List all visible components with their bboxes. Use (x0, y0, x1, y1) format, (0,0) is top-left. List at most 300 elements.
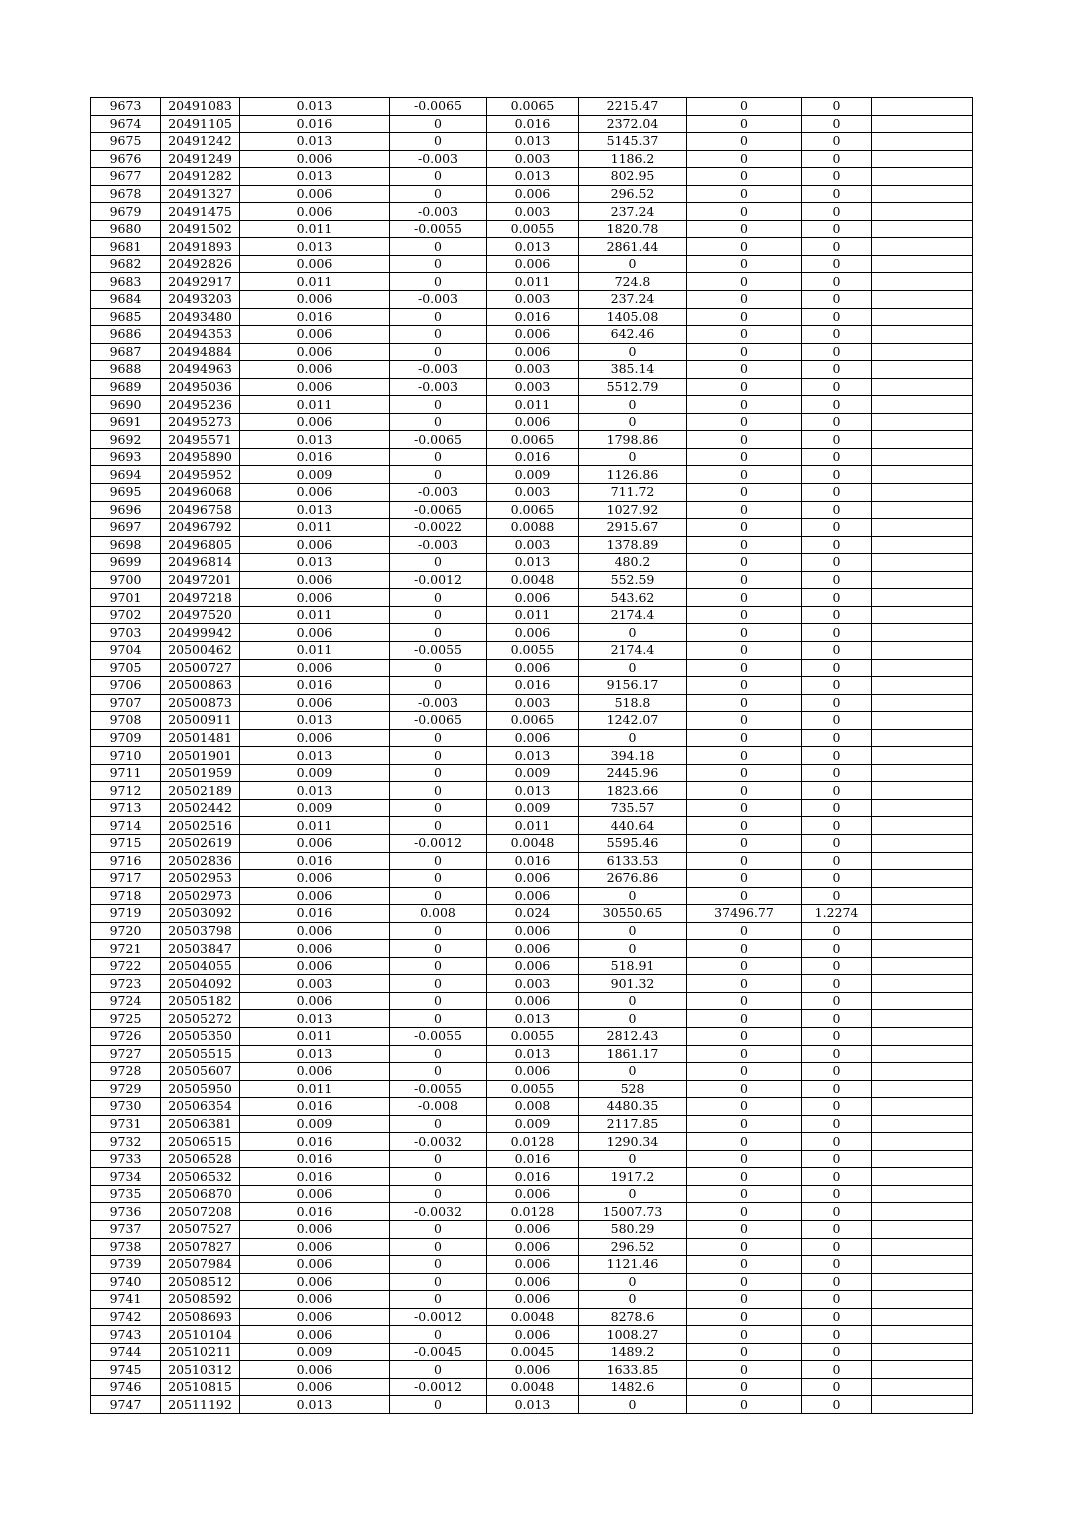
amount-2-cell: 0 (687, 1396, 802, 1414)
row-index-cell: 9719 (91, 905, 161, 923)
id-cell: 20491502 (161, 220, 240, 238)
row-index-cell: 9732 (91, 1133, 161, 1151)
blank-cell (872, 150, 973, 168)
table-row (91, 677, 973, 695)
value-a-cell: 0.016 (240, 677, 390, 695)
value-c-cell: 0.003 (487, 150, 579, 168)
blank-cell (872, 1080, 973, 1098)
amount-cell: 15007.73 (579, 1203, 687, 1221)
table-row (91, 1080, 973, 1098)
value-b-cell: 0 (390, 1221, 487, 1239)
value-b-cell: -0.0032 (390, 1133, 487, 1151)
value-c-cell: 0.006 (487, 185, 579, 203)
table-row (91, 1361, 973, 1379)
blank-cell (872, 378, 973, 396)
id-cell: 20497218 (161, 589, 240, 607)
value-b-cell: 0 (390, 168, 487, 186)
value-b-cell: -0.0045 (390, 1343, 487, 1361)
ratio-cell: 0 (802, 764, 872, 782)
value-a-cell: 0.016 (240, 852, 390, 870)
ratio-cell: 0 (802, 922, 872, 940)
value-a-cell: 0.006 (240, 185, 390, 203)
row-index-cell: 9730 (91, 1098, 161, 1116)
amount-2-cell: 0 (687, 536, 802, 554)
amount-cell: 0 (579, 448, 687, 466)
table-row (91, 1308, 973, 1326)
id-cell: 20491475 (161, 203, 240, 221)
blank-cell (872, 396, 973, 414)
blank-cell (872, 1221, 973, 1239)
amount-2-cell: 0 (687, 1256, 802, 1274)
value-b-cell: -0.0055 (390, 1080, 487, 1098)
table-row (91, 1168, 973, 1186)
blank-cell (872, 1256, 973, 1274)
table-row (91, 729, 973, 747)
amount-cell: 2915.67 (579, 519, 687, 537)
value-b-cell: 0 (390, 589, 487, 607)
ratio-cell: 0 (802, 747, 872, 765)
value-b-cell: 0 (390, 1326, 487, 1344)
id-cell: 20505350 (161, 1027, 240, 1045)
amount-cell: 0 (579, 343, 687, 361)
blank-cell (872, 852, 973, 870)
value-a-cell: 0.003 (240, 975, 390, 993)
value-b-cell: 0 (390, 448, 487, 466)
amount-2-cell: 0 (687, 606, 802, 624)
value-c-cell: 0.006 (487, 940, 579, 958)
table-row (91, 905, 973, 923)
row-index-cell: 9692 (91, 431, 161, 449)
row-index-cell: 9721 (91, 940, 161, 958)
value-a-cell: 0.013 (240, 782, 390, 800)
id-cell: 20491327 (161, 185, 240, 203)
ratio-cell: 0 (802, 413, 872, 431)
value-a-cell: 0.016 (240, 1133, 390, 1151)
amount-2-cell: 0 (687, 501, 802, 519)
row-index-cell: 9738 (91, 1238, 161, 1256)
row-index-cell: 9716 (91, 852, 161, 870)
ratio-cell: 0 (802, 1396, 872, 1414)
amount-cell: 385.14 (579, 361, 687, 379)
row-index-cell: 9683 (91, 273, 161, 291)
value-a-cell: 0.011 (240, 1027, 390, 1045)
amount-2-cell: 0 (687, 1098, 802, 1116)
row-index-cell: 9717 (91, 870, 161, 888)
id-cell: 20506515 (161, 1133, 240, 1151)
row-index-cell: 9712 (91, 782, 161, 800)
ratio-cell: 0 (802, 448, 872, 466)
id-cell: 20508693 (161, 1308, 240, 1326)
blank-cell (872, 1396, 973, 1414)
blank-cell (872, 1150, 973, 1168)
id-cell: 20502619 (161, 834, 240, 852)
value-b-cell: 0 (390, 133, 487, 151)
table-row (91, 343, 973, 361)
value-a-cell: 0.006 (240, 992, 390, 1010)
table-row (91, 133, 973, 151)
ratio-cell: 0 (802, 1010, 872, 1028)
data-table (90, 97, 973, 1414)
id-cell: 20493480 (161, 308, 240, 326)
amount-cell: 1290.34 (579, 1133, 687, 1151)
value-b-cell: -0.0065 (390, 712, 487, 730)
id-cell: 20502953 (161, 870, 240, 888)
ratio-cell: 0 (802, 466, 872, 484)
blank-cell (872, 133, 973, 151)
value-b-cell: 0 (390, 817, 487, 835)
amount-2-cell: 0 (687, 343, 802, 361)
blank-cell (872, 1273, 973, 1291)
amount-2-cell: 0 (687, 238, 802, 256)
blank-cell (872, 870, 973, 888)
value-b-cell: 0 (390, 1256, 487, 1274)
blank-cell (872, 466, 973, 484)
table-row (91, 1027, 973, 1045)
amount-cell: 5595.46 (579, 834, 687, 852)
amount-2-cell: 0 (687, 1203, 802, 1221)
amount-cell: 1186.2 (579, 150, 687, 168)
row-index-cell: 9693 (91, 448, 161, 466)
row-index-cell: 9726 (91, 1027, 161, 1045)
amount-2-cell: 0 (687, 764, 802, 782)
value-a-cell: 0.006 (240, 378, 390, 396)
value-a-cell: 0.011 (240, 519, 390, 537)
amount-2-cell: 0 (687, 782, 802, 800)
id-cell: 20501959 (161, 764, 240, 782)
amount-cell: 1121.46 (579, 1256, 687, 1274)
value-a-cell: 0.006 (240, 834, 390, 852)
blank-cell (872, 957, 973, 975)
blank-cell (872, 1098, 973, 1116)
id-cell: 20495236 (161, 396, 240, 414)
ratio-cell: 0 (802, 817, 872, 835)
amount-cell: 2174.4 (579, 641, 687, 659)
amount-cell: 0 (579, 729, 687, 747)
value-c-cell: 0.0128 (487, 1203, 579, 1221)
value-b-cell: 0 (390, 606, 487, 624)
amount-cell: 901.32 (579, 975, 687, 993)
amount-2-cell: 0 (687, 922, 802, 940)
ratio-cell: 0 (802, 308, 872, 326)
row-index-cell: 9722 (91, 957, 161, 975)
ratio-cell: 0 (802, 501, 872, 519)
amount-2-cell: 0 (687, 413, 802, 431)
blank-cell (872, 291, 973, 309)
value-c-cell: 0.013 (487, 782, 579, 800)
amount-cell: 0 (579, 922, 687, 940)
amount-cell: 543.62 (579, 589, 687, 607)
value-c-cell: 0.006 (487, 1238, 579, 1256)
id-cell: 20508592 (161, 1291, 240, 1309)
value-a-cell: 0.013 (240, 1396, 390, 1414)
value-a-cell: 0.006 (240, 1361, 390, 1379)
amount-cell: 0 (579, 992, 687, 1010)
blank-cell (872, 361, 973, 379)
amount-cell: 237.24 (579, 291, 687, 309)
blank-cell (872, 834, 973, 852)
blank-cell (872, 1326, 973, 1344)
blank-cell (872, 343, 973, 361)
id-cell: 20492826 (161, 255, 240, 273)
amount-cell: 518.91 (579, 957, 687, 975)
row-index-cell: 9686 (91, 326, 161, 344)
amount-cell: 440.64 (579, 817, 687, 835)
table-row (91, 396, 973, 414)
value-b-cell: 0 (390, 1045, 487, 1063)
table-row (91, 448, 973, 466)
value-a-cell: 0.013 (240, 238, 390, 256)
id-cell: 20502189 (161, 782, 240, 800)
table-row (91, 1326, 973, 1344)
ratio-cell: 0 (802, 799, 872, 817)
value-c-cell: 0.006 (487, 659, 579, 677)
value-a-cell: 0.016 (240, 1150, 390, 1168)
amount-2-cell: 0 (687, 1133, 802, 1151)
amount-2-cell: 0 (687, 220, 802, 238)
value-c-cell: 0.006 (487, 255, 579, 273)
row-index-cell: 9713 (91, 799, 161, 817)
blank-cell (872, 694, 973, 712)
value-b-cell: 0 (390, 1273, 487, 1291)
amount-cell: 0 (579, 940, 687, 958)
value-a-cell: 0.011 (240, 606, 390, 624)
value-c-cell: 0.0065 (487, 501, 579, 519)
id-cell: 20510312 (161, 1361, 240, 1379)
row-index-cell: 9718 (91, 887, 161, 905)
row-index-cell: 9743 (91, 1326, 161, 1344)
blank-cell (872, 589, 973, 607)
blank-cell (872, 448, 973, 466)
value-b-cell: 0 (390, 799, 487, 817)
id-cell: 20502973 (161, 887, 240, 905)
table-row (91, 1045, 973, 1063)
table-row (91, 220, 973, 238)
value-c-cell: 0.0048 (487, 1308, 579, 1326)
value-a-cell: 0.006 (240, 1308, 390, 1326)
value-c-cell: 0.016 (487, 115, 579, 133)
amount-2-cell: 0 (687, 396, 802, 414)
row-index-cell: 9679 (91, 203, 161, 221)
value-a-cell: 0.016 (240, 115, 390, 133)
row-index-cell: 9744 (91, 1343, 161, 1361)
amount-2-cell: 0 (687, 677, 802, 695)
value-b-cell: 0 (390, 115, 487, 133)
row-index-cell: 9724 (91, 992, 161, 1010)
ratio-cell: 0 (802, 677, 872, 695)
amount-cell: 2215.47 (579, 98, 687, 116)
table-body (91, 98, 973, 1414)
amount-cell: 1917.2 (579, 1168, 687, 1186)
blank-cell (872, 940, 973, 958)
value-c-cell: 0.013 (487, 1045, 579, 1063)
value-b-cell: -0.003 (390, 291, 487, 309)
table-row (91, 431, 973, 449)
value-b-cell: 0 (390, 1185, 487, 1203)
amount-cell: 296.52 (579, 185, 687, 203)
value-a-cell: 0.006 (240, 1273, 390, 1291)
value-b-cell: 0 (390, 677, 487, 695)
ratio-cell: 0 (802, 1308, 872, 1326)
value-a-cell: 0.006 (240, 624, 390, 642)
value-c-cell: 0.011 (487, 273, 579, 291)
blank-cell (872, 1238, 973, 1256)
value-a-cell: 0.006 (240, 361, 390, 379)
amount-cell: 2445.96 (579, 764, 687, 782)
id-cell: 20495571 (161, 431, 240, 449)
table-row (91, 834, 973, 852)
ratio-cell: 0 (802, 1203, 872, 1221)
blank-cell (872, 431, 973, 449)
amount-2-cell: 0 (687, 273, 802, 291)
ratio-cell: 0 (802, 571, 872, 589)
amount-cell: 711.72 (579, 484, 687, 502)
value-c-cell: 0.0128 (487, 1133, 579, 1151)
id-cell: 20496805 (161, 536, 240, 554)
table-row (91, 992, 973, 1010)
value-c-cell: 0.006 (487, 624, 579, 642)
value-c-cell: 0.0048 (487, 571, 579, 589)
id-cell: 20499942 (161, 624, 240, 642)
value-b-cell: 0 (390, 1150, 487, 1168)
value-c-cell: 0.009 (487, 799, 579, 817)
ratio-cell: 0 (802, 484, 872, 502)
id-cell: 20491105 (161, 115, 240, 133)
row-index-cell: 9725 (91, 1010, 161, 1028)
value-c-cell: 0.011 (487, 396, 579, 414)
amount-2-cell: 0 (687, 747, 802, 765)
ratio-cell: 0 (802, 1063, 872, 1081)
id-cell: 20500911 (161, 712, 240, 730)
table-row (91, 641, 973, 659)
id-cell: 20510211 (161, 1343, 240, 1361)
table-row (91, 940, 973, 958)
value-b-cell: 0 (390, 396, 487, 414)
amount-2-cell: 0 (687, 1115, 802, 1133)
value-a-cell: 0.006 (240, 1185, 390, 1203)
value-c-cell: 0.0048 (487, 1378, 579, 1396)
blank-cell (872, 203, 973, 221)
ratio-cell: 0 (802, 1045, 872, 1063)
amount-2-cell: 0 (687, 940, 802, 958)
value-c-cell: 0.024 (487, 905, 579, 923)
blank-cell (872, 747, 973, 765)
row-index-cell: 9711 (91, 764, 161, 782)
amount-cell: 0 (579, 1396, 687, 1414)
table-row (91, 1098, 973, 1116)
row-index-cell: 9702 (91, 606, 161, 624)
amount-cell: 724.8 (579, 273, 687, 291)
value-a-cell: 0.006 (240, 957, 390, 975)
value-a-cell: 0.006 (240, 589, 390, 607)
table-row (91, 308, 973, 326)
amount-2-cell: 0 (687, 571, 802, 589)
value-a-cell: 0.013 (240, 133, 390, 151)
amount-cell: 552.59 (579, 571, 687, 589)
value-a-cell: 0.006 (240, 940, 390, 958)
value-a-cell: 0.006 (240, 413, 390, 431)
amount-cell: 1482.6 (579, 1378, 687, 1396)
row-index-cell: 9742 (91, 1308, 161, 1326)
amount-2-cell: 0 (687, 729, 802, 747)
value-c-cell: 0.016 (487, 677, 579, 695)
value-c-cell: 0.003 (487, 378, 579, 396)
value-c-cell: 0.003 (487, 694, 579, 712)
blank-cell (872, 712, 973, 730)
amount-2-cell: 0 (687, 887, 802, 905)
table-row (91, 554, 973, 572)
value-b-cell: 0 (390, 1115, 487, 1133)
table-row (91, 291, 973, 309)
ratio-cell: 0 (802, 185, 872, 203)
amount-2-cell: 0 (687, 624, 802, 642)
value-c-cell: 0.0055 (487, 1027, 579, 1045)
ratio-cell: 0 (802, 606, 872, 624)
value-c-cell: 0.006 (487, 922, 579, 940)
ratio-cell: 0 (802, 1185, 872, 1203)
row-index-cell: 9681 (91, 238, 161, 256)
value-b-cell: 0 (390, 273, 487, 291)
value-a-cell: 0.009 (240, 799, 390, 817)
row-index-cell: 9694 (91, 466, 161, 484)
ratio-cell: 0 (802, 203, 872, 221)
value-c-cell: 0.0065 (487, 98, 579, 116)
blank-cell (872, 571, 973, 589)
table-row (91, 501, 973, 519)
table-row (91, 185, 973, 203)
amount-cell: 0 (579, 413, 687, 431)
id-cell: 20494884 (161, 343, 240, 361)
table-row (91, 1133, 973, 1151)
row-index-cell: 9695 (91, 484, 161, 502)
value-b-cell: -0.0065 (390, 501, 487, 519)
table-row (91, 519, 973, 537)
table-row (91, 1238, 973, 1256)
amount-cell: 0 (579, 887, 687, 905)
value-b-cell: -0.003 (390, 203, 487, 221)
table-row (91, 361, 973, 379)
amount-2-cell: 0 (687, 484, 802, 502)
value-c-cell: 0.013 (487, 168, 579, 186)
id-cell: 20511192 (161, 1396, 240, 1414)
ratio-cell: 0 (802, 834, 872, 852)
ratio-cell: 0 (802, 1133, 872, 1151)
ratio-cell: 0 (802, 1027, 872, 1045)
value-b-cell: -0.003 (390, 484, 487, 502)
value-c-cell: 0.006 (487, 1063, 579, 1081)
table-row (91, 238, 973, 256)
ratio-cell: 0 (802, 1378, 872, 1396)
row-index-cell: 9701 (91, 589, 161, 607)
id-cell: 20497201 (161, 571, 240, 589)
id-cell: 20496068 (161, 484, 240, 502)
amount-2-cell: 0 (687, 1343, 802, 1361)
value-c-cell: 0.0045 (487, 1343, 579, 1361)
amount-2-cell: 0 (687, 975, 802, 993)
value-a-cell: 0.006 (240, 571, 390, 589)
row-index-cell: 9703 (91, 624, 161, 642)
value-b-cell: -0.0055 (390, 641, 487, 659)
amount-2-cell: 0 (687, 1221, 802, 1239)
value-a-cell: 0.006 (240, 694, 390, 712)
table-row (91, 1115, 973, 1133)
table-row (91, 870, 973, 888)
table-row (91, 624, 973, 642)
amount-2-cell: 0 (687, 291, 802, 309)
value-b-cell: 0 (390, 852, 487, 870)
table-row (91, 764, 973, 782)
id-cell: 20495273 (161, 413, 240, 431)
ratio-cell: 0 (802, 1361, 872, 1379)
